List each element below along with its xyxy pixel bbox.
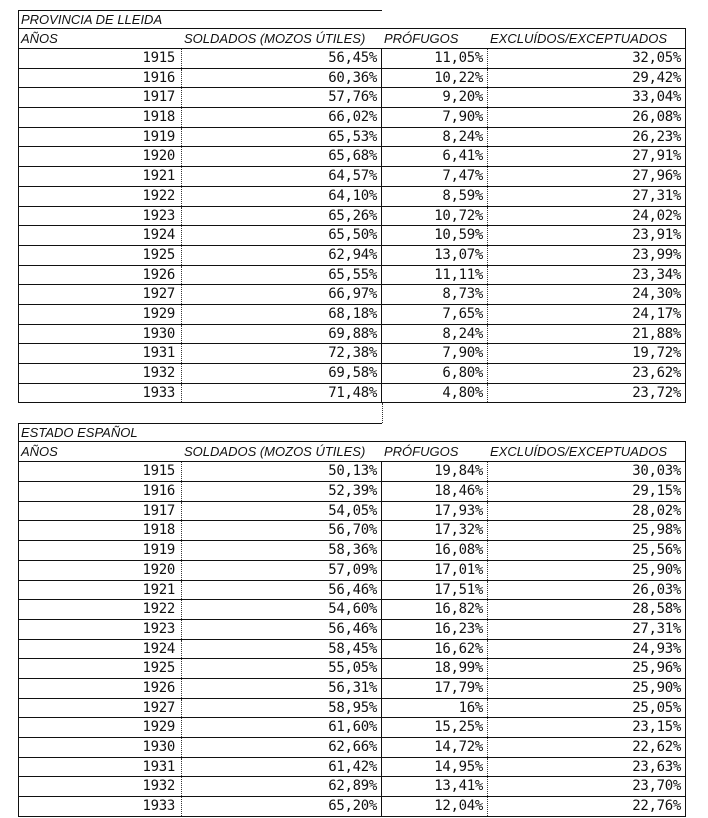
table-row (18, 521, 686, 541)
cell-year: 1931 (18, 758, 182, 777)
cell-year: 1922 (18, 600, 182, 619)
cell-soldiers: 58,36% (182, 541, 382, 560)
cell-soldiers: 65,20% (182, 797, 382, 816)
cell-year: 1929 (18, 305, 182, 324)
cell-fugitives: 10,22% (382, 69, 488, 88)
cell-excluded: 19,72% (488, 344, 686, 363)
table-row (18, 738, 686, 758)
section-title: ESTADO ESPAÑOL (18, 423, 382, 441)
cell-year: 1925 (18, 246, 182, 265)
cell-fugitives: 17,32% (382, 521, 488, 540)
header-row (18, 441, 686, 462)
cell-excluded: 23,70% (488, 777, 686, 796)
table-row (18, 305, 686, 325)
cell-fugitives: 17,01% (382, 561, 488, 580)
cell-soldiers: 56,46% (182, 581, 382, 600)
cell-soldiers: 66,02% (182, 108, 382, 127)
cell-year: 1926 (18, 679, 182, 698)
cell-soldiers: 55,05% (182, 659, 382, 678)
cell-soldiers: 62,94% (182, 246, 382, 265)
cell-year: 1917 (18, 502, 182, 521)
table-row (18, 147, 686, 167)
cell-year: 1930 (18, 738, 182, 757)
table-row (18, 49, 686, 69)
table-row (18, 384, 686, 404)
cell-soldiers: 58,45% (182, 640, 382, 659)
cell-soldiers: 64,10% (182, 187, 382, 206)
cell-excluded: 24,02% (488, 207, 686, 226)
cell-excluded: 26,03% (488, 581, 686, 600)
cell-fugitives: 8,73% (382, 285, 488, 304)
cell-year: 1927 (18, 699, 182, 718)
cell-year: 1921 (18, 581, 182, 600)
cell-fugitives: 4,80% (382, 384, 488, 403)
cell-soldiers: 60,36% (182, 69, 382, 88)
cell-soldiers: 50,13% (182, 462, 382, 481)
table-row (18, 207, 686, 227)
rows-espana (18, 462, 686, 816)
cell-year: 1927 (18, 285, 182, 304)
cell-fugitives: 11,05% (382, 49, 488, 68)
header-years: AÑOS (18, 442, 182, 461)
cell-soldiers: 56,46% (182, 620, 382, 639)
spreadsheet-table (18, 10, 686, 817)
cell-soldiers: 62,66% (182, 738, 382, 757)
header-row (18, 28, 686, 49)
cell-soldiers: 72,38% (182, 344, 382, 363)
cell-fugitives: 10,59% (382, 226, 488, 245)
cell-excluded: 24,93% (488, 640, 686, 659)
cell-soldiers: 58,95% (182, 699, 382, 718)
cell-excluded: 25,90% (488, 679, 686, 698)
cell-soldiers: 65,55% (182, 266, 382, 285)
cell-fugitives: 18,46% (382, 482, 488, 501)
cell-soldiers: 66,97% (182, 285, 382, 304)
cell-excluded: 23,63% (488, 758, 686, 777)
cell-year: 1915 (18, 462, 182, 481)
table-row (18, 167, 686, 187)
cell-excluded: 25,05% (488, 699, 686, 718)
section-gap (18, 403, 686, 423)
table-row (18, 226, 686, 246)
table-row (18, 482, 686, 502)
cell-fugitives: 16,23% (382, 620, 488, 639)
cell-soldiers: 61,60% (182, 718, 382, 737)
cell-soldiers: 65,53% (182, 128, 382, 147)
cell-soldiers: 69,58% (182, 364, 382, 383)
table-row (18, 561, 686, 581)
table-row (18, 777, 686, 797)
table-row (18, 364, 686, 384)
cell-year: 1917 (18, 88, 182, 107)
table-row (18, 797, 686, 817)
table-row (18, 325, 686, 345)
cell-year: 1925 (18, 659, 182, 678)
cell-excluded: 23,15% (488, 718, 686, 737)
cell-year: 1919 (18, 541, 182, 560)
cell-fugitives: 13,07% (382, 246, 488, 265)
cell-excluded: 25,56% (488, 541, 686, 560)
rows-lleida (18, 49, 686, 403)
cell-soldiers: 57,09% (182, 561, 382, 580)
cell-fugitives: 13,41% (382, 777, 488, 796)
cell-year: 1918 (18, 108, 182, 127)
cell-fugitives: 14,95% (382, 758, 488, 777)
cell-excluded: 33,04% (488, 88, 686, 107)
header-soldiers: SOLDADOS (MOZOS ÚTILES) (184, 31, 366, 46)
table-row (18, 502, 686, 522)
table-row (18, 462, 686, 482)
table-row (18, 246, 686, 266)
cell-fugitives: 6,80% (382, 364, 488, 383)
header-fugitives: PRÓFUGOS (384, 31, 459, 46)
cell-fugitives: 7,90% (382, 344, 488, 363)
cell-fugitives: 17,93% (382, 502, 488, 521)
cell-fugitives: 16,82% (382, 600, 488, 619)
table-row (18, 718, 686, 738)
table-row (18, 108, 686, 128)
cell-year: 1931 (18, 344, 182, 363)
cell-fugitives: 15,25% (382, 718, 488, 737)
table-row (18, 285, 686, 305)
cell-soldiers: 54,60% (182, 600, 382, 619)
cell-year: 1916 (18, 69, 182, 88)
cell-excluded: 23,34% (488, 266, 686, 285)
header-excluded: EXCLUÍDOS/EXCEPTUADOS (488, 29, 686, 48)
cell-excluded: 23,99% (488, 246, 686, 265)
cell-soldiers: 57,76% (182, 88, 382, 107)
section-title: PROVINCIA DE LLEIDA (18, 10, 382, 28)
cell-year: 1924 (18, 226, 182, 245)
table-row (18, 659, 686, 679)
cell-soldiers: 68,18% (182, 305, 382, 324)
cell-excluded: 26,08% (488, 108, 686, 127)
table-row (18, 541, 686, 561)
cell-year: 1933 (18, 797, 182, 816)
table-row (18, 679, 686, 699)
cell-excluded: 27,31% (488, 620, 686, 639)
header-soldiers: SOLDADOS (MOZOS ÚTILES) (184, 444, 366, 460)
cell-excluded: 24,17% (488, 305, 686, 324)
cell-excluded: 23,62% (488, 364, 686, 383)
cell-excluded: 23,91% (488, 226, 686, 245)
cell-fugitives: 11,11% (382, 266, 488, 285)
cell-soldiers: 62,89% (182, 777, 382, 796)
cell-excluded: 22,76% (488, 797, 686, 816)
cell-excluded: 22,62% (488, 738, 686, 757)
table-row (18, 69, 686, 89)
header-years: AÑOS (18, 29, 182, 48)
table-row (18, 620, 686, 640)
cell-year: 1920 (18, 561, 182, 580)
cell-fugitives: 7,90% (382, 108, 488, 127)
cell-year: 1916 (18, 482, 182, 501)
cell-year: 1920 (18, 147, 182, 166)
cell-year: 1929 (18, 718, 182, 737)
cell-year: 1924 (18, 640, 182, 659)
cell-fugitives: 17,51% (382, 581, 488, 600)
cell-fugitives: 8,24% (382, 128, 488, 147)
cell-year: 1932 (18, 777, 182, 796)
cell-excluded: 24,30% (488, 285, 686, 304)
cell-excluded: 30,03% (488, 462, 686, 481)
cell-soldiers: 71,48% (182, 384, 382, 403)
cell-year: 1921 (18, 167, 182, 186)
cell-excluded: 27,91% (488, 147, 686, 166)
cell-soldiers: 52,39% (182, 482, 382, 501)
cell-year: 1932 (18, 364, 182, 383)
header-excluded: EXCLUÍDOS/EXCEPTUADOS (488, 442, 686, 461)
cell-year: 1923 (18, 620, 182, 639)
cell-soldiers: 56,31% (182, 679, 382, 698)
cell-year: 1922 (18, 187, 182, 206)
cell-soldiers: 64,57% (182, 167, 382, 186)
cell-excluded: 25,90% (488, 561, 686, 580)
cell-excluded: 23,72% (488, 384, 686, 403)
cell-year: 1915 (18, 49, 182, 68)
cell-excluded: 27,96% (488, 167, 686, 186)
header-fugitives: PRÓFUGOS (384, 444, 459, 460)
cell-year: 1930 (18, 325, 182, 344)
cell-fugitives: 19,84% (382, 462, 488, 481)
table-row (18, 187, 686, 207)
cell-fugitives: 7,65% (382, 305, 488, 324)
table-row (18, 758, 686, 778)
cell-excluded: 29,15% (488, 482, 686, 501)
cell-fugitives: 12,04% (382, 797, 488, 816)
cell-fugitives: 16,62% (382, 640, 488, 659)
cell-soldiers: 65,26% (182, 207, 382, 226)
cell-excluded: 25,96% (488, 659, 686, 678)
cell-fugitives: 14,72% (382, 738, 488, 757)
cell-fugitives: 16% (382, 699, 488, 718)
cell-fugitives: 10,72% (382, 207, 488, 226)
section-espana (18, 423, 686, 816)
cell-soldiers: 65,50% (182, 226, 382, 245)
cell-excluded: 21,88% (488, 325, 686, 344)
cell-soldiers: 61,42% (182, 758, 382, 777)
cell-fugitives: 8,24% (382, 325, 488, 344)
cell-excluded: 32,05% (488, 49, 686, 68)
cell-fugitives: 9,20% (382, 88, 488, 107)
table-row (18, 266, 686, 286)
table-row (18, 581, 686, 601)
column-divider (382, 403, 383, 423)
cell-year: 1923 (18, 207, 182, 226)
cell-soldiers: 56,70% (182, 521, 382, 540)
cell-excluded: 25,98% (488, 521, 686, 540)
table-row (18, 88, 686, 108)
cell-year: 1933 (18, 384, 182, 403)
cell-year: 1926 (18, 266, 182, 285)
cell-excluded: 28,02% (488, 502, 686, 521)
cell-soldiers: 69,88% (182, 325, 382, 344)
cell-soldiers: 65,68% (182, 147, 382, 166)
cell-fugitives: 8,59% (382, 187, 488, 206)
cell-fugitives: 7,47% (382, 167, 488, 186)
section-lleida (18, 10, 686, 403)
cell-year: 1918 (18, 521, 182, 540)
table-row (18, 600, 686, 620)
table-row (18, 128, 686, 148)
cell-fugitives: 6,41% (382, 147, 488, 166)
cell-excluded: 29,42% (488, 69, 686, 88)
cell-fugitives: 16,08% (382, 541, 488, 560)
cell-fugitives: 18,99% (382, 659, 488, 678)
cell-soldiers: 56,45% (182, 49, 382, 68)
table-row (18, 344, 686, 364)
cell-excluded: 28,58% (488, 600, 686, 619)
cell-year: 1919 (18, 128, 182, 147)
cell-fugitives: 17,79% (382, 679, 488, 698)
table-row (18, 699, 686, 719)
cell-excluded: 26,23% (488, 128, 686, 147)
cell-excluded: 27,31% (488, 187, 686, 206)
cell-soldiers: 54,05% (182, 502, 382, 521)
table-row (18, 640, 686, 660)
